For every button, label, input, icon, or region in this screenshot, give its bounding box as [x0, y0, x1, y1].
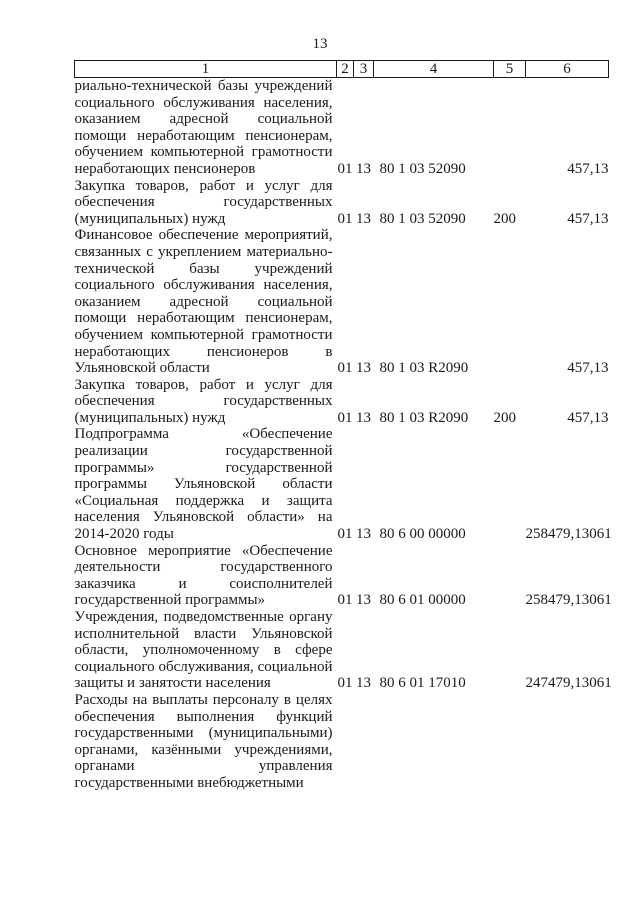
target-article-code: 80 6 01 17010 — [379, 675, 466, 692]
row-name: Закупка товаров, работ и услуг для обеспечения государственных (муниципальных) нужд — [74, 177, 333, 227]
column-header: 2 — [337, 61, 354, 78]
column-header: 1 — [75, 61, 337, 78]
column-header: 4 — [374, 61, 494, 78]
section-code: 01 — [337, 210, 353, 227]
expense-type-code — [494, 426, 526, 542]
section-code — [337, 692, 354, 792]
row-name: Закупка товаров, работ и услуг для обеспечения государственных (муниципальных) нужд — [74, 376, 333, 426]
column-number-row — [75, 61, 609, 78]
subsection-code — [354, 692, 374, 792]
row-name: Расходы на выплаты персоналу в целях обеспечения выполнения функций государственными (муниципальными) органами, казёнными учреждениями, органами управления государственными внебюджетными — [74, 691, 333, 791]
amount: 457,13 — [567, 160, 609, 177]
expense-type-code — [494, 692, 526, 792]
target-article-code: 80 1 03 R2090 — [379, 409, 469, 426]
expense-type-code — [494, 543, 526, 609]
row-name: Основное мероприятие «Обеспечение деятельности государственного заказчика и соисполнителей государственной программы» — [74, 542, 333, 609]
budget-table — [74, 60, 612, 792]
table-row — [75, 178, 609, 228]
subsection-code: 13 — [356, 592, 371, 609]
amount: 258479,13061 — [525, 592, 612, 609]
row-name: Подпрограмма «Обеспечение реализации государственной программы» государственной программы Ульяновской области «Социальная поддержка и защита населения Ульяновской области» на 2014-2020 годы — [74, 426, 333, 543]
table-row — [75, 426, 609, 542]
amount: 457,13 — [567, 360, 609, 377]
subsection-code: 13 — [356, 160, 371, 177]
table-row — [75, 377, 609, 427]
section-code: 01 — [337, 409, 353, 426]
expense-type-code — [494, 78, 526, 178]
table-row — [75, 543, 609, 609]
section-code: 01 — [337, 675, 353, 692]
column-header: 6 — [526, 61, 609, 78]
target-article-code — [374, 692, 494, 792]
column-header: 3 — [354, 61, 374, 78]
table-row — [75, 692, 609, 792]
subsection-code: 13 — [356, 210, 371, 227]
column-header: 5 — [494, 61, 526, 78]
table-row — [75, 609, 609, 692]
row-name: риально-технической базы учреждений социального обслуживания населения, оказанием адресной социальной помощи неработающим пенсионерам, обучением компьютерной грамотности неработающих пенсионеров — [74, 78, 333, 177]
amount: 258479,13061 — [525, 526, 612, 543]
subsection-code: 13 — [356, 526, 371, 543]
row-name: Финансовое обеспечение мероприятий, связанных с укреплением материально-технической базы учреждений социального обслуживания населения, оказанием адресной социальной помощи неработающим пенсионерам, обучением компьютерной грамотности неработающих пенсионеров в Ульяновской области — [74, 227, 333, 377]
subsection-code: 13 — [356, 409, 371, 426]
amount — [526, 692, 609, 792]
section-code: 01 — [337, 360, 353, 377]
amount: 457,13 — [567, 409, 609, 426]
page-number: 13 — [312, 36, 328, 52]
subsection-code: 13 — [356, 675, 371, 692]
table-row — [75, 78, 609, 178]
target-article-code: 80 6 00 00000 — [379, 526, 466, 543]
target-article-code: 80 1 03 52090 — [379, 210, 466, 227]
table-row — [75, 227, 609, 376]
expense-type-code — [494, 227, 526, 376]
expense-type-code: 200 — [493, 409, 516, 426]
target-article-code: 80 1 03 52090 — [379, 160, 466, 177]
expense-type-code — [494, 609, 526, 692]
target-article-code: 80 1 03 R2090 — [379, 360, 469, 377]
section-code: 01 — [337, 526, 353, 543]
target-article-code: 80 6 01 00000 — [379, 592, 466, 609]
section-code: 01 — [337, 592, 353, 609]
section-code: 01 — [337, 160, 353, 177]
amount: 457,13 — [567, 210, 609, 227]
amount: 247479,13061 — [525, 675, 612, 692]
row-name: Учреждения, подведомственные органу исполнительной власти Ульяновской области, уполномоченному в сфере социального обслуживания, социальной защиты и занятости населения — [74, 609, 333, 692]
subsection-code: 13 — [356, 360, 371, 377]
expense-type-code: 200 — [493, 210, 516, 227]
